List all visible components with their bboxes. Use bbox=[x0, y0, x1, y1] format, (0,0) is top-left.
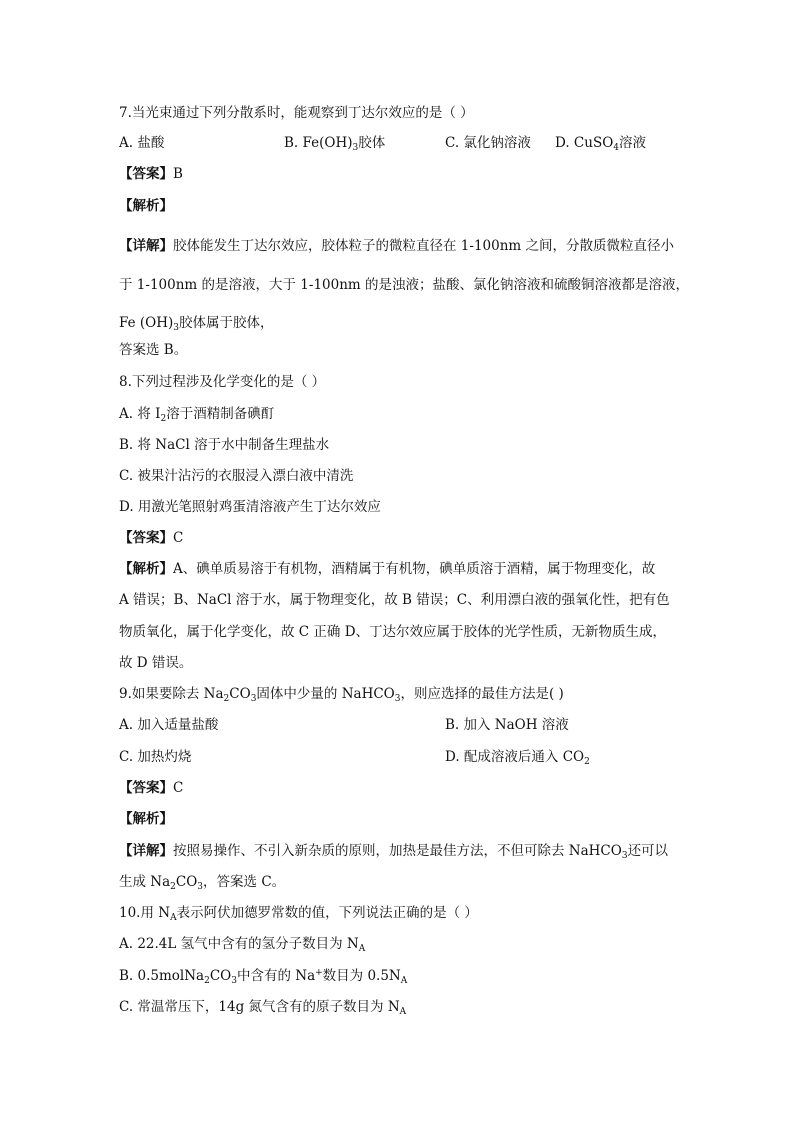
q9-detail-line-1: 【详解】按照易操作、不引入新杂质的原则，加热是最佳方法，不但可除去 NaHCO$_3$还可以 bbox=[119, 843, 669, 861]
q9-option-b: B. 加入 NaOH 溶液 bbox=[445, 717, 569, 733]
q8-analysis-line-1: 【解析】A、碘单质易溶于有机物，酒精属于有机物，碘单质溶于酒精，属于物理变化，故 bbox=[119, 561, 656, 577]
q8-option-b: B. 将 NaCl 溶于水中制备生理盐水 bbox=[119, 437, 330, 453]
q8-answer: 【答案】C bbox=[119, 530, 184, 546]
q8-option-d: D. 用激光笔照射鸡蛋清溶液产生丁达尔效应 bbox=[119, 499, 381, 515]
q7-option-c: C. 氯化钠溶液 bbox=[445, 135, 531, 151]
q9-option-c: C. 加热灼烧 bbox=[119, 749, 192, 765]
q7-option-d: D. CuSO$_4$溶液 bbox=[555, 135, 646, 153]
q7-detail-line-3: Fe $(OH)_3$胶体属于胶体， bbox=[119, 315, 274, 333]
q7-option-b: B. $Fe(OH)_3$胶体 bbox=[284, 135, 386, 153]
q10-option-c: C. 常温常压下，14g 氮气含有的原子数目为 $N_A$ bbox=[119, 999, 407, 1017]
q9-stem: 9.如果要除去 $Na_2CO_3$固体中少量的 NaHCO$_3$，则应选择的最佳方法是( ) bbox=[119, 686, 564, 704]
q8-option-c: C. 被果汁沾污的衣服浸入漂白液中清洗 bbox=[119, 468, 354, 484]
q9-detail-line-2: 生成 $Na_2CO_3$，答案选 C。 bbox=[119, 874, 286, 892]
q9-option-d: D. 配成溶液后通入 $CO_2$ bbox=[445, 749, 590, 767]
q7-detail-line-2: 于 1-100nm 的是溶液，大于 1-100nm 的是浊液；盐酸、氯化钠溶液和硫酸铜溶液都是溶液， bbox=[119, 277, 689, 293]
q10-option-a: A. 22.4L 氢气中含有的氢分子数目为 $N_A$ bbox=[119, 936, 366, 954]
q8-analysis-line-2: A 错误；B、NaCl 溶于水，属于物理变化，故 B 错误；C、利用漂白液的强氧化性，把有色 bbox=[119, 592, 670, 608]
q9-analysis-tag: 【解析】 bbox=[119, 811, 173, 827]
q9-option-a: A. 加入适量盐酸 bbox=[119, 717, 219, 733]
q10-option-b: B. $0.5molNa_2CO_3$中含有的 Na+数目为 $0.5N_A$ bbox=[119, 968, 408, 986]
q9-answer: 【答案】C bbox=[119, 780, 184, 796]
q8-stem: 8.下列过程涉及化学变化的是（ ） bbox=[119, 374, 326, 390]
q8-analysis-line-3: 物质氧化，属于化学变化，故 C 正确 D、丁达尔效应属于胶体的光学性质，无新物质生成， bbox=[119, 624, 667, 640]
q7-analysis-tag: 【解析】 bbox=[119, 198, 173, 214]
q7-option-a: A. 盐酸 bbox=[119, 135, 165, 151]
q7-stem: 7.当光束通过下列分散系时，能观察到丁达尔效应的是（ ） bbox=[119, 105, 474, 121]
q7-detail-line-4: 答案选 B。 bbox=[119, 342, 188, 358]
q7-detail-line-1: 【详解】胶体能发生丁达尔效应，胶体粒子的微粒直径在 1-100nm 之间，分散质微粒直径小 bbox=[119, 238, 674, 254]
q8-option-a: A. 将 $I_2$溶于酒精制备碘酊 bbox=[119, 406, 275, 424]
q10-stem: 10.用 $N_A$表示阿伏加德罗常数的值，下列说法正确的是（ ） bbox=[119, 905, 478, 923]
q8-analysis-line-4: 故 D 错误。 bbox=[119, 655, 193, 671]
q7-answer: 【答案】B bbox=[119, 166, 183, 182]
